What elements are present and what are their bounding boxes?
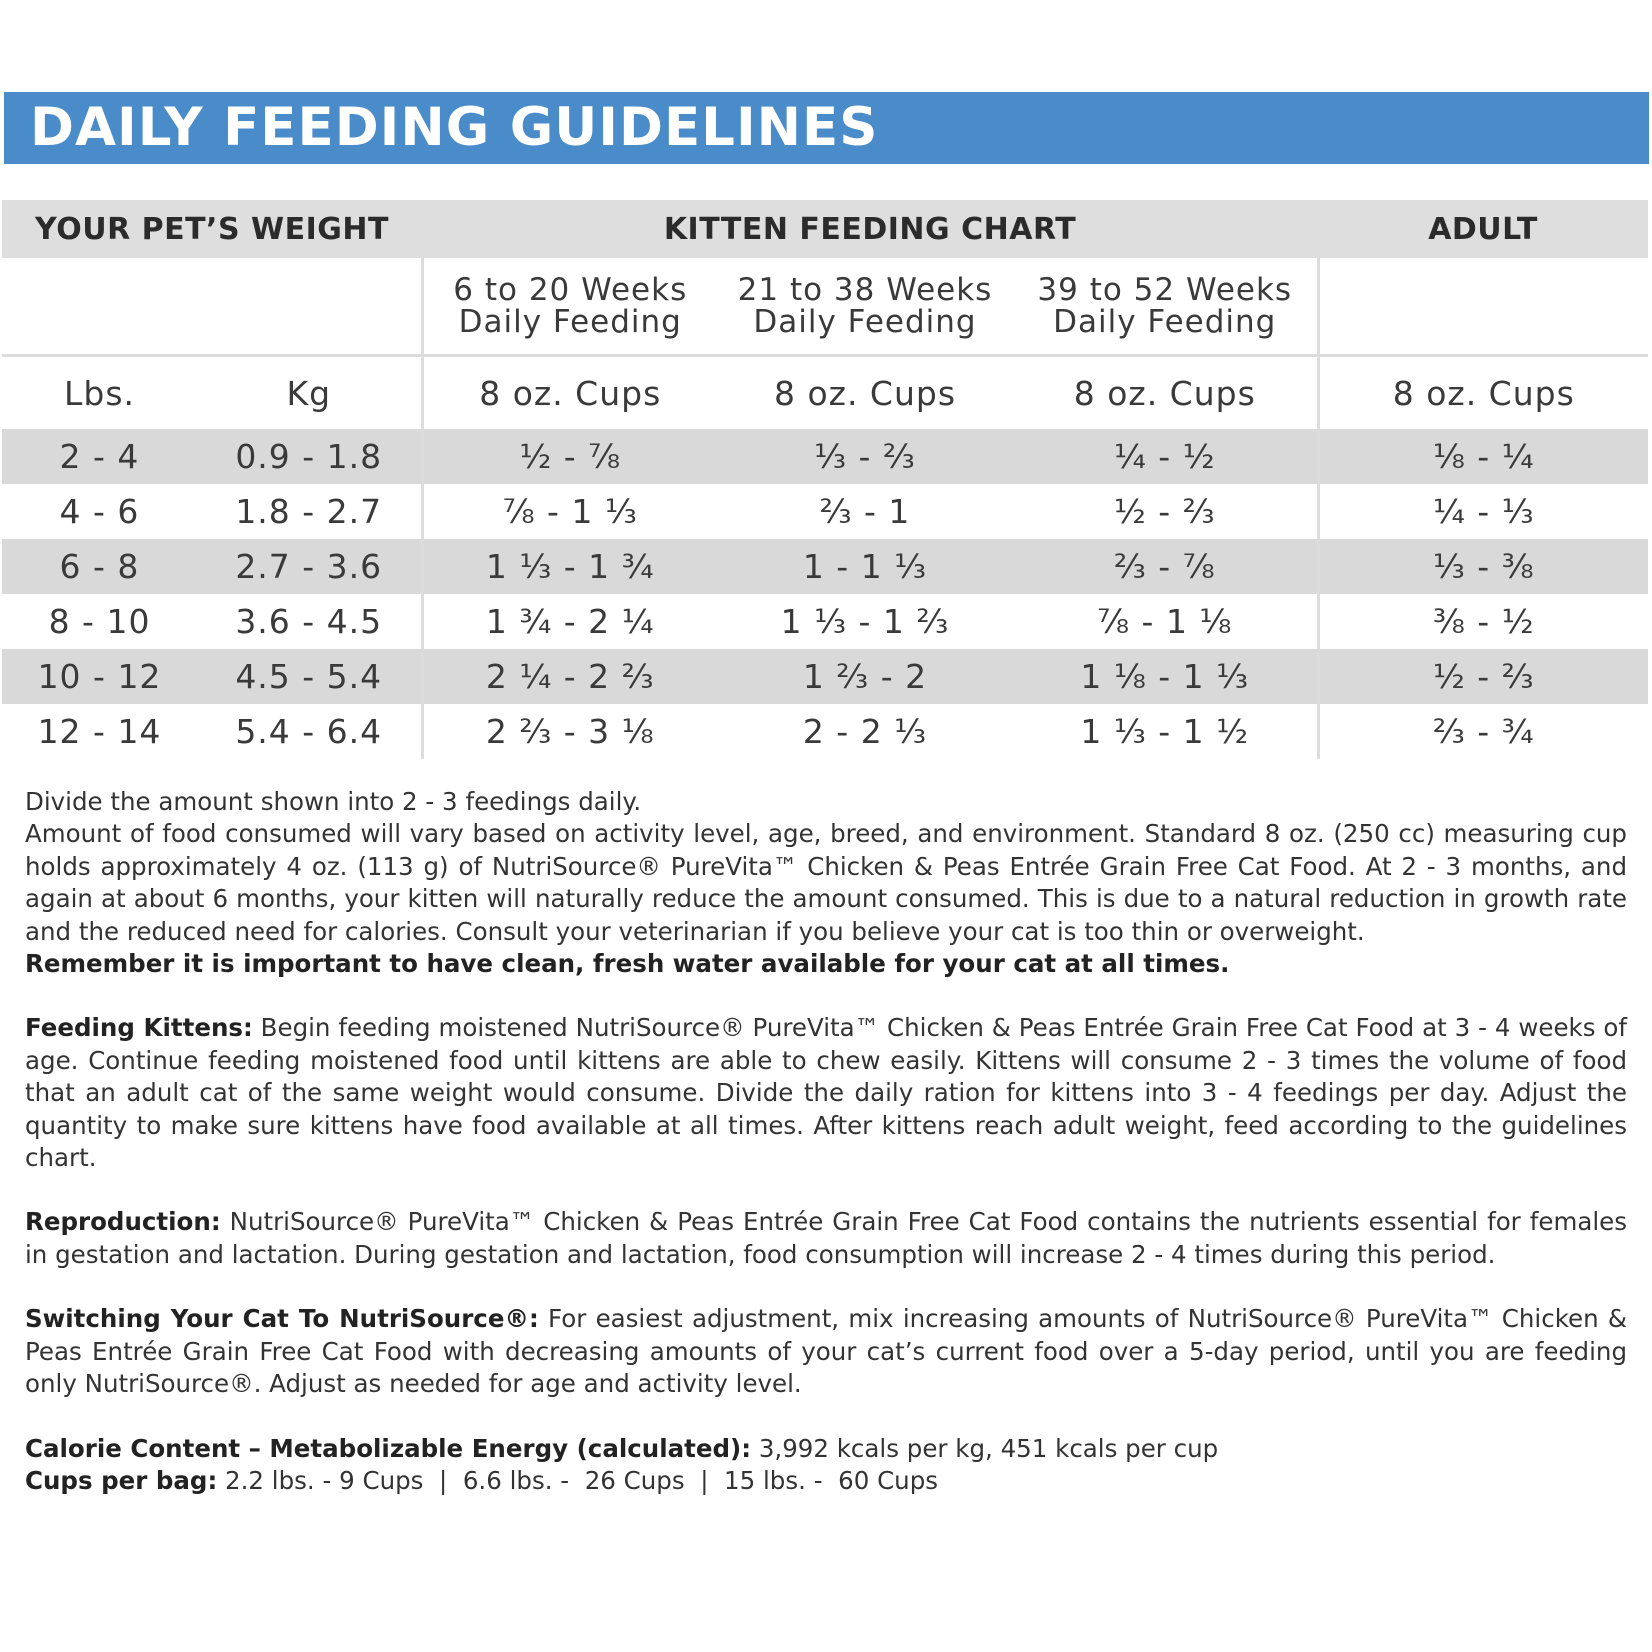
cell-adult: ⅛ - ¼ <box>1318 429 1648 484</box>
cell-kg: 2.7 - 3.6 <box>197 539 422 594</box>
table-row <box>2 484 1648 539</box>
age-header-21-38 <box>717 258 1013 356</box>
weight-age-blank <box>2 258 422 356</box>
cell-adult: ⅓ - ⅜ <box>1318 539 1648 594</box>
age-header-39-52 <box>1013 258 1318 356</box>
cell-39-52-weeks: 1 ⅛ - 1 ⅓ <box>1013 649 1318 704</box>
table-row <box>2 649 1648 704</box>
reproduction-section <box>25 1206 1627 1271</box>
age-header-line2: Daily Feeding <box>458 304 682 340</box>
unit-kg: Kg <box>286 373 332 413</box>
feeding-kittens-section <box>25 1012 1627 1174</box>
age-header-line2: Daily Feeding <box>753 304 977 340</box>
cell-21-38-weeks: 1 - 1 ⅓ <box>717 539 1013 594</box>
cell-21-38-weeks: 2 - 2 ⅓ <box>802 712 928 751</box>
table-row <box>2 539 1648 594</box>
switching-section <box>25 1303 1627 1400</box>
cell-6-20-weeks: 2 ⅔ - 3 ⅛ <box>422 704 717 759</box>
cell-adult: ⅜ - ½ <box>1318 594 1648 649</box>
cell-39-52-weeks: ¼ - ½ <box>1013 429 1318 484</box>
table-row <box>2 429 1648 484</box>
cell-kg: 4.5 - 5.4 <box>197 649 422 704</box>
age-header-line1: 21 to 38 Weeks <box>737 272 993 308</box>
kitten-group-header: KITTEN FEEDING CHART <box>422 200 1318 258</box>
cell-kg: 5.4 - 6.4 <box>235 712 383 751</box>
age-header-line1: 39 to 52 Weeks <box>1037 272 1293 308</box>
unit-cups-39-52: 8 oz. Cups <box>1073 373 1256 413</box>
switching-label: Switching Your Cat To NutriSource®: <box>25 1304 539 1334</box>
weight-group-header: YOUR PET’S WEIGHT <box>2 200 422 258</box>
feeding-kittens-label: Feeding Kittens: <box>25 1013 253 1043</box>
divide-note: Divide the amount shown into 2 - 3 feedings daily. <box>25 787 642 816</box>
cell-kg: 3.6 - 4.5 <box>235 602 383 641</box>
unit-cups-adult: 8 oz. Cups <box>1318 356 1648 430</box>
water-note <box>25 948 1627 980</box>
cell-adult: ½ - ⅔ <box>1318 649 1648 704</box>
calorie-content <box>25 1433 1627 1465</box>
cell-lbs: 2 - 4 <box>2 429 197 484</box>
cell-6-20-weeks: 1 ¾ - 2 ¼ <box>422 594 717 649</box>
adult-age-blank <box>1318 258 1648 356</box>
age-header-line2: Daily Feeding <box>1053 304 1277 340</box>
group-header-row <box>2 200 1648 258</box>
amount-note: Amount of food consumed will vary based on activity level, age, breed, and environment. Standard 8 oz. (250 cc) measuring cup holds approximately 4 oz. (113 g) of NutriSource® PureVita™ Chicken & Peas Entrée Grain Free Cat Food. At 2 - 3 months, and again at about 6 months, your kitten will naturally reduce the amount consumed. This is due to a natural reduction in growth rate and the reduced need for calories. Consult your veterinarian if you believe your cat is too thin or overweight. <box>25 819 1627 946</box>
adult-group-header: ADULT <box>1318 200 1648 258</box>
cell-lbs: 10 - 12 <box>2 649 197 704</box>
cell-39-52-weeks: ⅞ - 1 ⅛ <box>1097 602 1233 641</box>
feeding-table <box>2 200 1648 759</box>
table-row <box>2 594 1648 649</box>
calorie-text: 3,992 kcals per kg, 451 kcals per cup <box>751 1433 1219 1463</box>
unit-cups-21-38: 8 oz. Cups <box>773 373 957 413</box>
cell-6-20-weeks: 1 ⅓ - 1 ¾ <box>422 539 717 594</box>
calorie-label: Calorie Content – Metabolizable Energy (calculated): <box>25 1433 752 1463</box>
age-header-line1: 6 to 20 Weeks <box>453 272 688 308</box>
cell-21-38-weeks: 1 ⅓ - 1 ⅔ <box>780 602 950 641</box>
cell-6-20-weeks: ½ - ⅞ <box>422 429 717 484</box>
reproduction-label: Reproduction: <box>25 1207 221 1237</box>
water-note-text: Remember it is important to have clean, fresh water available for your cat at all times. <box>25 949 1230 979</box>
cell-adult: ¼ - ⅓ <box>1318 484 1648 539</box>
cups-per-bag <box>25 1465 1627 1497</box>
cell-39-52-weeks: ½ - ⅔ <box>1113 492 1216 531</box>
cell-kg: 1.8 - 2.7 <box>235 492 383 531</box>
cell-adult: ⅔ - ¾ <box>1318 704 1648 759</box>
cell-lbs: 8 - 10 <box>48 602 151 641</box>
unit-lbs: Lbs. <box>63 373 135 413</box>
cell-kg: 0.9 - 1.8 <box>197 429 422 484</box>
page-title: DAILY FEEDING GUIDELINES <box>30 97 879 158</box>
feeding-kittens-text: Begin feeding moistened NutriSource® PureVita™ Chicken & Peas Entrée Grain Free Cat Food at 3 - 4 weeks of age. Continue feeding moistened food until kittens are able to chew easily. Kittens will consume 2 - 3 times the volume of food that an adult cat of the same weight would consume. Divide the daily ration for kittens into 3 - 4 feedings per day. Adjust the quantity to make sure kittens have food available at all times. After kittens reach adult weight, feed according to the guidelines chart. <box>25 1013 1627 1173</box>
cell-21-38-weeks: ⅓ - ⅔ <box>717 429 1013 484</box>
cell-lbs: 6 - 8 <box>2 539 197 594</box>
reproduction-text: NutriSource® PureVita™ Chicken & Peas Entrée Grain Free Cat Food contains the nutrients essential for females in gestation and lactation. During gestation and lactation, food consumption will increase 2 - 4 times during this period. <box>25 1207 1627 1269</box>
switching-text: For easiest adjustment, mix increasing amounts of NutriSource® PureVita™ Chicken & Peas Entrée Grain Free Cat Food with decreasing amounts of your cat’s current food over a 5-day period, until you are feeding only NutriSource®. Adjust as needed for age and activity level. <box>25 1304 1627 1399</box>
cell-lbs: 4 - 6 <box>59 492 140 531</box>
cell-6-20-weeks: 2 ¼ - 2 ⅔ <box>422 649 717 704</box>
cell-21-38-weeks: ⅔ - 1 <box>819 492 911 531</box>
unit-cups-6-20: 8 oz. Cups <box>422 356 717 430</box>
cell-39-52-weeks: 1 ⅓ - 1 ½ <box>1080 712 1250 751</box>
table-row <box>2 704 1648 759</box>
title-banner <box>4 92 1649 164</box>
cell-39-52-weeks: ⅔ - ⅞ <box>1013 539 1318 594</box>
cell-21-38-weeks: 1 ⅔ - 2 <box>717 649 1013 704</box>
cups-per-bag-label: Cups per bag: <box>25 1465 218 1495</box>
age-header-6-20 <box>422 258 717 356</box>
cell-lbs: 12 - 14 <box>37 712 162 751</box>
cups-per-bag-text: 2.2 lbs. - 9 Cups | 6.6 lbs. - 26 Cups | 15 lbs. - 60 Cups <box>217 1465 939 1495</box>
feeding-notes <box>25 786 1627 1497</box>
age-header-row <box>2 258 1648 356</box>
cell-6-20-weeks: ⅞ - 1 ⅓ <box>422 484 717 539</box>
units-row <box>2 356 1648 430</box>
